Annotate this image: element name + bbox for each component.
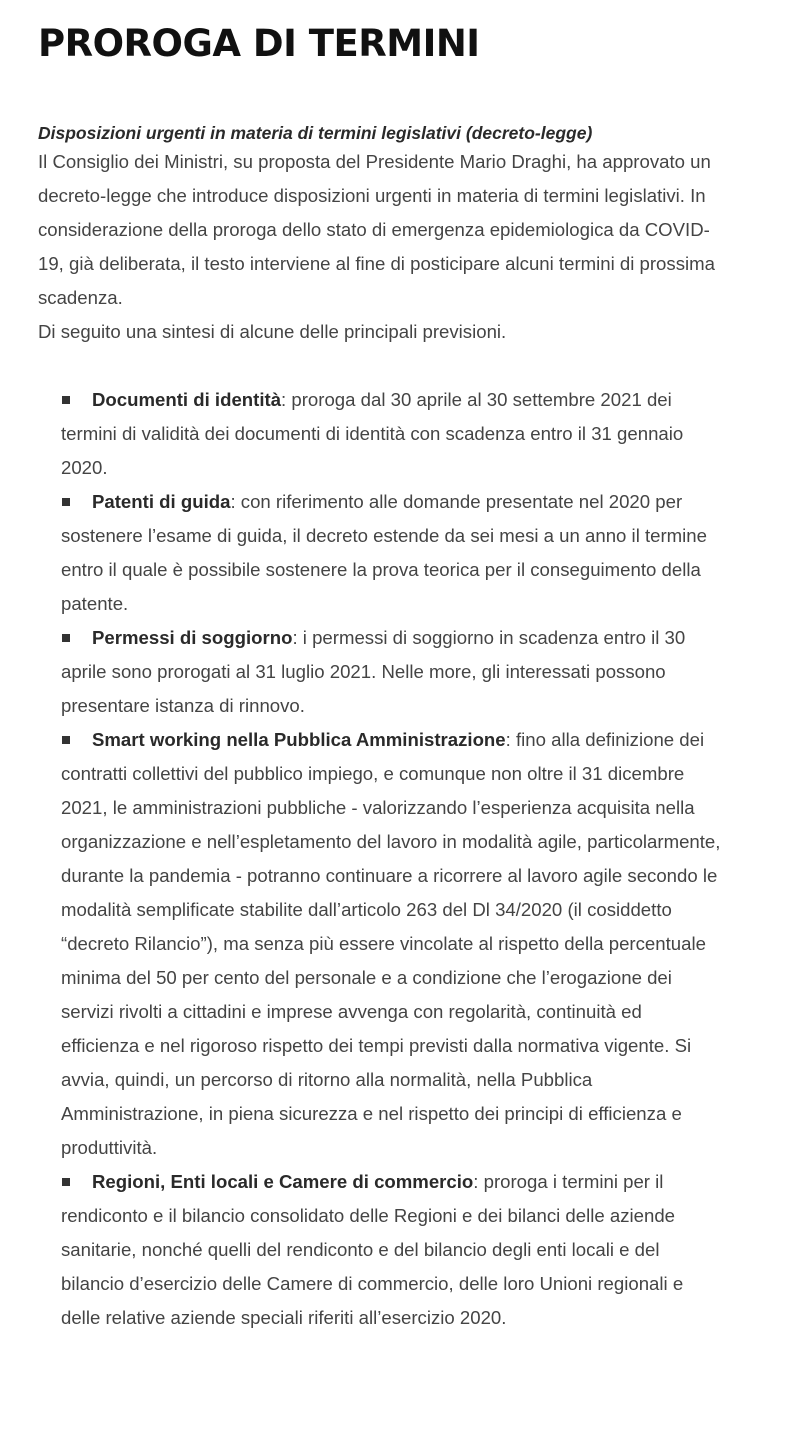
provision-term: Smart working nella Pubblica Amministrazione (92, 729, 506, 750)
provision-term: Regioni, Enti locali e Camere di commercio (92, 1171, 474, 1192)
provision-separator: : (473, 1171, 479, 1192)
provision-separator: : (281, 389, 287, 410)
list-item (61, 383, 721, 485)
provision-separator: : (292, 627, 298, 648)
provision-separator: : (230, 491, 236, 512)
provision-term: Documenti di identità (92, 389, 282, 410)
square-bullet-icon (62, 736, 70, 744)
square-bullet-icon (62, 396, 70, 404)
list-item (61, 621, 721, 723)
list-item (61, 1165, 721, 1335)
provision-term: Permessi di soggiorno (92, 627, 293, 648)
provision-text: con riferimento alle domande presentate nel 2020 per sostenere l’esame di guida, il decreto estende da sei mesi a un anno il termine entro il quale è possibile sostenere la prova teorica per il conseguimento della patente. (61, 491, 707, 614)
square-bullet-icon (62, 1178, 70, 1186)
provision-text: proroga dal 30 aprile al 30 settembre 2021 dei termini di validità dei documenti di identità con scadenza entro il 31 gennaio 2020. (61, 389, 684, 478)
intro-paragraph: Il Consiglio dei Ministri, su proposta del Presidente Mario Draghi, ha approvato un decreto-legge che introduce disposizioni urgenti in materia di termini legislativi. In considerazione della proroga dello stato di emergenza epidemiologica da COVID-19, già deliberata, il testo interviene al fine di posticipare alcuni termini di prossima scadenza. (38, 151, 715, 308)
square-bullet-icon (62, 498, 70, 506)
provision-text: proroga i termini per il rendiconto e il bilancio consolidato delle Regioni e dei bilanci delle aziende sanitarie, nonché quelli del rendiconto e del bilancio degli enti locali e del bilancio d’esercizio delle Camere di commercio, delle loro Unioni regionali e delle relative aziende speciali riferiti all’esercizio 2020. (61, 1171, 684, 1328)
summary-lead-paragraph: Di seguito una sintesi di alcune delle principali previsioni. (38, 321, 507, 342)
page-title: PROROGA DI TERMINI (38, 22, 480, 65)
provision-term: Patenti di guida (92, 491, 231, 512)
provision-text: i permessi di soggiorno in scadenza entro il 30 aprile sono prorogati al 31 luglio 2021. Nelle more, gli interessati possono presentare istanza di rinnovo. (61, 627, 686, 716)
list-item (61, 723, 721, 1165)
provision-separator: : (505, 729, 511, 750)
square-bullet-icon (62, 634, 70, 642)
provision-text: fino alla definizione dei contratti collettivi del pubblico impiego, e comunque non oltre il 31 dicembre 2021, le amministrazioni pubbliche - valorizzando l’esperienza acquisita nella organizzazione e nell’espletamento del lavoro in modalità agile, particolarmente, durante la pandemia - potranno continuare a ricorrere al lavoro agile secondo le modalità semplificate stabilite dall’articolo 263 del Dl 34/2020 (il cosiddetto “decreto Rilancio”), ma senza più essere vincolate al rispetto della percentuale minima del 50 per cento del personale e a condizione che l’erogazione dei servizi rivolti a cittadini e imprese avvenga con regolarità, continuità ed efficienza e nel rigoroso rispetto dei tempi previsti dalla normativa vigente. Si avvia, quindi, un percorso di ritorno alla normalità, nella Pubblica Amministrazione, in piena sicurezza e nel rispetto dei principi di efficienza e produttività. (61, 729, 721, 1158)
list-item (61, 485, 721, 621)
provisions-list (38, 383, 721, 1335)
article-subtitle: Disposizioni urgenti in materia di termini legislativi (decreto-legge) (38, 123, 593, 143)
